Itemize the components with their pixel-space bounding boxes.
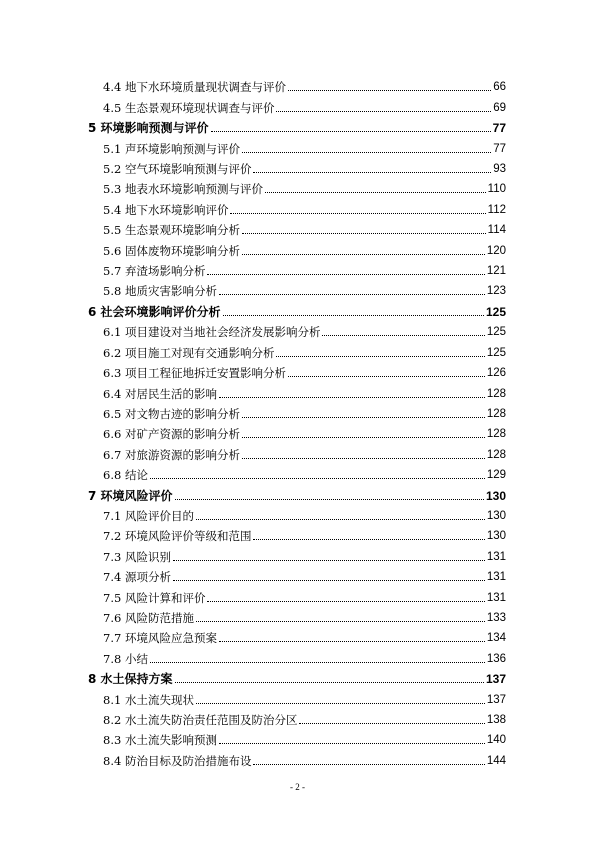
toc-entry-title: 5.5 生态景观环境影响分析	[103, 223, 240, 238]
toc-section-entry[interactable]	[88, 707, 506, 727]
toc-entry-page-number: 77	[493, 142, 506, 155]
toc-entry-title: 5 环境影响预测与评价	[88, 121, 209, 136]
toc-entry-title: 6.4 对居民生活的影响	[103, 386, 217, 401]
toc-section-entry[interactable]	[88, 421, 506, 441]
toc-entry-page-number: 126	[486, 367, 506, 380]
toc-entry-title: 8.3 水土流失影响预测	[103, 733, 217, 748]
toc-entry-page-number: 140	[486, 734, 506, 747]
toc-dot-leader	[173, 576, 485, 581]
toc-entry-title: 5.6 固体废物环境影响分析	[103, 243, 240, 258]
toc-dot-leader	[242, 454, 485, 459]
toc-entry-title: 7 环境风险评价	[88, 488, 173, 503]
toc-entry-title: 7.2 环境风险评价等级和范围	[103, 529, 252, 544]
toc-section-entry[interactable]	[88, 543, 506, 563]
toc-chapter-entry[interactable]	[88, 298, 506, 318]
page-number: - 2 -	[290, 782, 305, 792]
toc-entry-title: 7.1 风险评价目的	[103, 508, 194, 523]
toc-entry-page-number: 128	[486, 428, 506, 441]
toc-section-entry[interactable]	[88, 564, 506, 584]
table-of-contents	[88, 74, 506, 768]
toc-dot-leader	[219, 637, 485, 642]
toc-entry-title: 7.7 环境风险应急预案	[103, 631, 217, 646]
toc-chapter-entry[interactable]	[88, 482, 506, 502]
toc-dot-leader	[207, 597, 484, 602]
toc-entry-page-number: 120	[486, 244, 506, 257]
toc-dot-leader	[196, 617, 485, 622]
toc-section-entry[interactable]	[88, 237, 506, 257]
toc-entry-page-number: 131	[486, 591, 506, 604]
toc-entry-page-number: 112	[487, 203, 506, 216]
toc-section-entry[interactable]	[88, 380, 506, 400]
toc-entry-title: 6.1 项目建设对当地社会经济发展影响分析	[103, 325, 321, 340]
toc-entry-page-number: 137	[486, 693, 506, 706]
toc-entry-page-number: 125	[485, 304, 506, 319]
toc-entry-title: 4.4 地下水环境质量现状调查与评价	[103, 80, 286, 95]
toc-dot-leader	[253, 168, 491, 173]
toc-entry-page-number: 128	[486, 448, 506, 461]
toc-entry-title: 8.1 水土流失现状	[103, 692, 194, 707]
toc-section-entry[interactable]	[88, 401, 506, 421]
toc-chapter-entry[interactable]	[88, 115, 506, 135]
toc-entry-title: 6 社会环境影响评价分析	[88, 304, 221, 319]
toc-entry-title: 5.3 地表水环境影响预测与评价	[103, 182, 263, 197]
toc-dot-leader	[265, 188, 486, 193]
toc-dot-leader	[288, 372, 485, 377]
toc-dot-leader	[175, 678, 484, 683]
toc-section-entry[interactable]	[88, 360, 506, 380]
toc-dot-leader	[276, 352, 484, 357]
toc-entry-title: 6.6 对矿产资源的影响分析	[103, 427, 240, 442]
toc-entry-title: 6.8 结论	[103, 468, 148, 483]
toc-entry-title: 7.5 风险计算和评价	[103, 590, 206, 605]
toc-entry-title: 7.6 风险防范措施	[103, 610, 194, 625]
toc-entry-title: 7.4 源项分析	[103, 570, 171, 585]
toc-entry-title: 7.8 小结	[103, 651, 148, 666]
toc-section-entry[interactable]	[88, 339, 506, 359]
toc-entry-page-number: 144	[486, 754, 506, 767]
toc-entry-page-number: 125	[486, 326, 506, 339]
toc-dot-leader	[288, 86, 491, 91]
toc-section-entry[interactable]	[88, 605, 506, 625]
toc-dot-leader	[242, 229, 486, 234]
toc-entry-page-number: 137	[485, 672, 506, 687]
toc-entry-page-number: 131	[486, 550, 506, 563]
toc-entry-title: 5.1 声环境影响预测与评价	[103, 141, 240, 156]
toc-entry-title: 8.2 水土流失防治责任范围及防治分区	[103, 713, 298, 727]
toc-dot-leader	[150, 658, 485, 663]
toc-entry-page-number: 129	[486, 469, 506, 482]
toc-section-entry[interactable]	[88, 176, 506, 196]
toc-section-entry[interactable]	[88, 503, 506, 523]
toc-entry-page-number: 138	[486, 714, 506, 726]
toc-entry-title: 6.5 对文物古迹的影响分析	[103, 406, 240, 421]
toc-entry-page-number: 130	[485, 488, 506, 503]
toc-entry-page-number: 123	[486, 285, 506, 298]
toc-section-entry[interactable]	[88, 625, 506, 645]
toc-entry-page-number: 114	[487, 224, 506, 237]
toc-entry-page-number: 131	[486, 571, 506, 584]
toc-entry-page-number: 136	[486, 652, 506, 665]
toc-entry-title: 7.3 风险识别	[103, 549, 171, 564]
toc-section-entry[interactable]	[88, 258, 506, 278]
toc-dot-leader	[242, 250, 485, 255]
toc-dot-leader	[242, 413, 485, 418]
toc-section-entry[interactable]	[88, 94, 506, 114]
toc-entry-page-number: 128	[486, 387, 506, 400]
toc-section-entry[interactable]	[88, 217, 506, 237]
toc-section-entry[interactable]	[88, 196, 506, 216]
toc-entry-page-number: 125	[486, 346, 506, 359]
toc-dot-leader	[242, 148, 491, 153]
toc-dot-leader	[322, 331, 484, 336]
toc-section-entry[interactable]	[88, 584, 506, 604]
toc-section-entry[interactable]	[88, 156, 506, 176]
toc-dot-leader	[219, 290, 485, 295]
toc-dot-leader	[219, 393, 485, 398]
toc-section-entry[interactable]	[88, 523, 506, 543]
toc-entry-page-number: 128	[486, 407, 506, 420]
toc-chapter-entry[interactable]	[88, 666, 506, 686]
toc-entry-page-number: 121	[486, 265, 506, 278]
toc-dot-leader	[299, 719, 484, 724]
toc-entry-page-number: 130	[486, 509, 506, 522]
toc-entry-page-number: 66	[493, 81, 506, 94]
toc-dot-leader	[276, 107, 491, 112]
toc-entry-title: 5.2 空气环境影响预测与评价	[103, 162, 252, 177]
toc-entry-title: 5.4 地下水环境影响评价	[103, 202, 229, 217]
toc-dot-leader	[196, 515, 485, 520]
toc-dot-leader	[223, 311, 484, 316]
toc-entry-page-number: 134	[486, 632, 506, 645]
toc-entry-title: 8 水土保持方案	[88, 672, 173, 687]
toc-entry-title: 6.3 项目工程征地拆迁安置影响分析	[103, 366, 286, 381]
toc-dot-leader	[207, 270, 484, 275]
toc-dot-leader	[230, 209, 485, 214]
toc-entry-page-number: 77	[492, 121, 506, 136]
toc-section-entry[interactable]	[88, 135, 506, 155]
toc-section-entry[interactable]	[88, 462, 506, 482]
toc-entry-title: 5.8 地质灾害影响分析	[103, 284, 217, 299]
toc-dot-leader	[219, 739, 485, 744]
toc-section-entry[interactable]	[88, 319, 506, 339]
toc-section-entry[interactable]	[88, 727, 506, 747]
toc-entry-title: 4.5 生态景观环境现状调查与评价	[103, 100, 275, 115]
toc-section-entry[interactable]	[88, 278, 506, 298]
toc-entry-title: 8.4 防治目标及防治措施布设	[103, 753, 252, 768]
toc-dot-leader	[211, 127, 491, 132]
toc-entry-page-number: 130	[486, 530, 506, 543]
toc-dot-leader	[150, 474, 485, 479]
toc-entry-page-number: 93	[493, 163, 506, 176]
toc-entry-page-number: 110	[487, 183, 506, 196]
toc-entry-title: 5.7 弃渣场影响分析	[103, 264, 206, 279]
toc-dot-leader	[175, 495, 484, 500]
toc-section-entry[interactable]	[88, 686, 506, 706]
toc-dot-leader	[196, 699, 485, 704]
toc-entry-title: 6.7 对旅游资源的影响分析	[103, 447, 240, 462]
toc-entry-page-number: 133	[486, 611, 506, 624]
toc-dot-leader	[253, 535, 484, 540]
toc-entry-title: 6.2 项目施工对现有交通影响分析	[103, 345, 275, 360]
toc-dot-leader	[173, 556, 485, 561]
toc-section-entry[interactable]	[88, 747, 506, 767]
toc-entry-page-number: 69	[493, 101, 506, 114]
toc-dot-leader	[253, 760, 484, 765]
toc-dot-leader	[242, 433, 485, 438]
toc-section-entry[interactable]	[88, 74, 506, 94]
toc-section-entry[interactable]	[88, 645, 506, 665]
toc-section-entry[interactable]	[88, 441, 506, 461]
